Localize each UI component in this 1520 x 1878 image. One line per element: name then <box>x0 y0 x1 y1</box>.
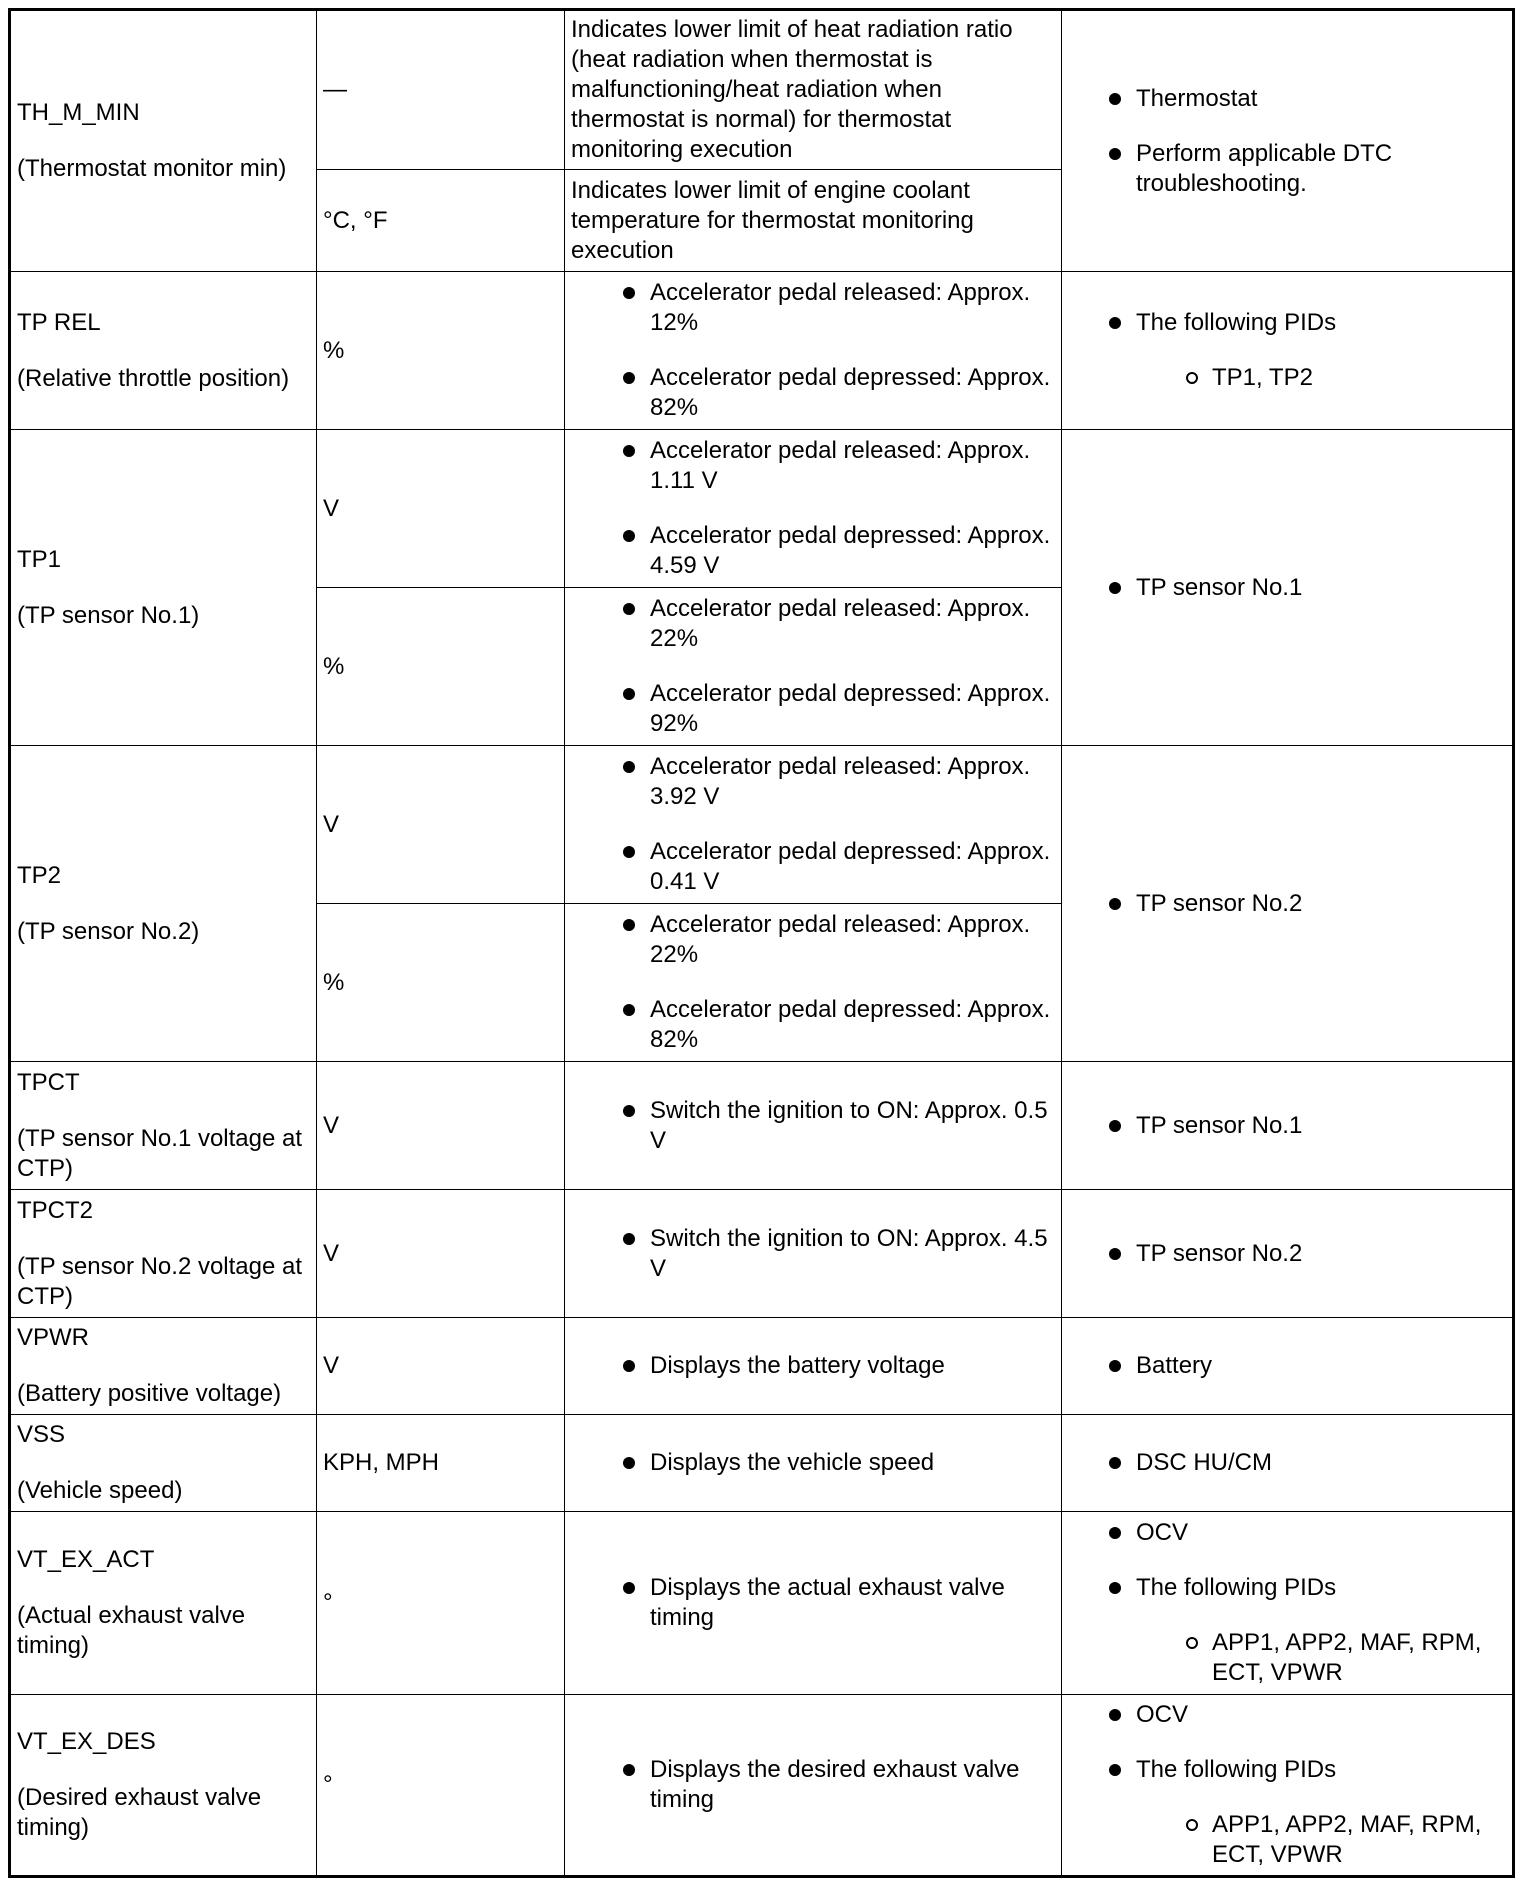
description-item: Displays the battery voltage <box>650 1351 1057 1381</box>
component-item: TP sensor No.2 <box>1136 889 1508 919</box>
pid-full-name: (Desired exhaust valve timing) <box>17 1784 262 1841</box>
component-cell <box>1062 272 1514 430</box>
unit-cell <box>317 1318 565 1415</box>
table-row <box>10 10 1514 170</box>
unit: % <box>323 336 345 364</box>
component-item: TP sensor No.2 <box>1136 1239 1508 1269</box>
table-row <box>10 272 1514 430</box>
description: Indicates lower limit of heat radiation ratio (heat radiation when thermostat is malfunctioning/heat radiation when thermostat is normal) for thermostat monitoring execution <box>571 16 1013 163</box>
description-cell <box>565 430 1062 588</box>
pid-name-cell <box>10 1062 317 1190</box>
table-row <box>10 1415 1514 1512</box>
unit: ° <box>323 1771 333 1798</box>
unit: V <box>323 1352 340 1379</box>
component-item: OCV <box>1136 1518 1508 1548</box>
description-cell <box>565 1190 1062 1318</box>
unit-cell <box>317 170 565 272</box>
description-cell <box>565 272 1062 430</box>
pid-full-name: (Relative throttle position) <box>17 364 290 392</box>
pid-full-name: (Battery positive voltage) <box>17 1380 282 1407</box>
component-text: The following PIDs <box>1136 309 1337 336</box>
description-item: Accelerator pedal depressed: Approx. 82% <box>650 363 1057 423</box>
description-item: Displays the desired exhaust valve timing <box>650 1755 1057 1815</box>
description-item: Accelerator pedal released: Approx. 22% <box>650 910 1057 970</box>
component-text: The following PIDs <box>1136 1574 1337 1601</box>
description-cell <box>565 10 1062 170</box>
pid-name: VSS <box>17 1421 66 1448</box>
unit-cell <box>317 10 565 170</box>
description-cell <box>565 1318 1062 1415</box>
pid-name-cell <box>10 1695 317 1877</box>
component-item <box>1136 308 1508 393</box>
component-cell <box>1062 1062 1514 1190</box>
unit: V <box>323 810 340 838</box>
pid-full-name: (TP sensor No.1 voltage at CTP) <box>17 1124 303 1182</box>
unit-cell <box>317 904 565 1062</box>
component-sub-item: TP1, TP2 <box>1212 363 1508 393</box>
unit: KPH, MPH <box>323 1449 440 1476</box>
unit: °C, °F <box>323 206 388 234</box>
pid-full-name: (TP sensor No.2 voltage at CTP) <box>17 1252 303 1310</box>
unit: V <box>323 494 340 522</box>
unit-cell <box>317 272 565 430</box>
unit: V <box>323 1239 340 1267</box>
unit: % <box>323 652 345 680</box>
description-item: Accelerator pedal depressed: Approx. 0.41 V <box>650 837 1057 897</box>
pid-name: TP2 <box>17 861 62 889</box>
pid-name-cell <box>10 1415 317 1512</box>
table-row <box>10 1512 1514 1695</box>
description-cell <box>565 904 1062 1062</box>
description: Indicates lower limit of engine coolant temperature for thermostat monitoring execution <box>571 176 974 264</box>
unit-cell <box>317 1512 565 1695</box>
component-text: The following PIDs <box>1136 1756 1337 1783</box>
pid-name-cell <box>10 746 317 1062</box>
pid-name: VT_EX_ACT <box>17 1546 155 1573</box>
pid-name: TPCT <box>17 1068 80 1096</box>
description-item: Accelerator pedal depressed: Approx. 82% <box>650 995 1057 1055</box>
pid-name-cell <box>10 272 317 430</box>
pid-name-cell <box>10 10 317 272</box>
table-row <box>10 1190 1514 1318</box>
pid-name: VPWR <box>17 1324 89 1351</box>
pid-name: VT_EX_DES <box>17 1728 156 1755</box>
pid-name: TP1 <box>17 545 62 573</box>
unit-cell <box>317 1190 565 1318</box>
pid-name-cell <box>10 1512 317 1695</box>
component-item: TP sensor No.1 <box>1136 1111 1508 1141</box>
component-cell <box>1062 1695 1514 1877</box>
component-item: Perform applicable DTC troubleshooting. <box>1136 139 1508 199</box>
description-item: Displays the actual exhaust valve timing <box>650 1573 1057 1633</box>
component-item: Thermostat <box>1136 84 1508 114</box>
description-cell <box>565 1512 1062 1695</box>
description-item: Accelerator pedal released: Approx. 12% <box>650 278 1057 338</box>
pid-name-cell <box>10 1318 317 1415</box>
table-row <box>10 1318 1514 1415</box>
description-cell <box>565 1415 1062 1512</box>
unit: V <box>323 1111 340 1139</box>
pid-full-name: (TP sensor No.2) <box>17 917 200 945</box>
component-cell <box>1062 746 1514 1062</box>
component-item: Battery <box>1136 1351 1508 1381</box>
description-item: Switch the ignition to ON: Approx. 4.5 V <box>650 1224 1057 1284</box>
component-cell <box>1062 1190 1514 1318</box>
component-sub-item: APP1, APP2, MAF, RPM, ECT, VPWR <box>1212 1628 1508 1688</box>
description-item: Accelerator pedal depressed: Approx. 92% <box>650 679 1057 739</box>
unit: % <box>323 968 345 996</box>
pid-full-name: (Thermostat monitor min) <box>17 155 287 182</box>
description-item: Accelerator pedal depressed: Approx. 4.59 V <box>650 521 1057 581</box>
pid-name-cell <box>10 430 317 746</box>
description-item: Switch the ignition to ON: Approx. 0.5 V <box>650 1096 1057 1156</box>
component-item: OCV <box>1136 1700 1508 1730</box>
table-row <box>10 746 1514 904</box>
component-item: DSC HU/CM <box>1136 1448 1508 1478</box>
component-item <box>1136 1573 1508 1688</box>
unit-cell <box>317 746 565 904</box>
pid-full-name: (Vehicle speed) <box>17 1477 183 1504</box>
description-cell <box>565 1062 1062 1190</box>
pid-name: TH_M_MIN <box>17 99 140 126</box>
pid-name: TPCT2 <box>17 1196 94 1224</box>
component-cell <box>1062 1512 1514 1695</box>
component-sub-item: APP1, APP2, MAF, RPM, ECT, VPWR <box>1212 1810 1508 1870</box>
table-row <box>10 1062 1514 1190</box>
component-cell <box>1062 430 1514 746</box>
pid-reference-table <box>8 8 1515 1878</box>
unit: ° <box>323 1589 333 1616</box>
description-cell <box>565 170 1062 272</box>
description-cell <box>565 1695 1062 1877</box>
pid-full-name: (TP sensor No.1) <box>17 601 200 629</box>
unit-cell <box>317 1062 565 1190</box>
unit: — <box>323 76 347 103</box>
unit-cell <box>317 588 565 746</box>
pid-name-cell <box>10 1190 317 1318</box>
description-item: Accelerator pedal released: Approx. 22% <box>650 594 1057 654</box>
description-cell <box>565 746 1062 904</box>
pid-full-name: (Actual exhaust valve timing) <box>17 1602 246 1659</box>
table-row <box>10 430 1514 588</box>
table-row <box>10 1695 1514 1877</box>
description-cell <box>565 588 1062 746</box>
description-item: Accelerator pedal released: Approx. 3.92 V <box>650 752 1057 812</box>
unit-cell <box>317 1415 565 1512</box>
component-item <box>1136 1755 1508 1870</box>
component-cell <box>1062 1318 1514 1415</box>
component-item: TP sensor No.1 <box>1136 573 1508 603</box>
pid-name: TP REL <box>17 308 101 336</box>
unit-cell <box>317 430 565 588</box>
description-item: Displays the vehicle speed <box>650 1448 1057 1478</box>
unit-cell <box>317 1695 565 1877</box>
description-item: Accelerator pedal released: Approx. 1.11 V <box>650 436 1057 496</box>
component-cell <box>1062 1415 1514 1512</box>
component-cell <box>1062 10 1514 272</box>
